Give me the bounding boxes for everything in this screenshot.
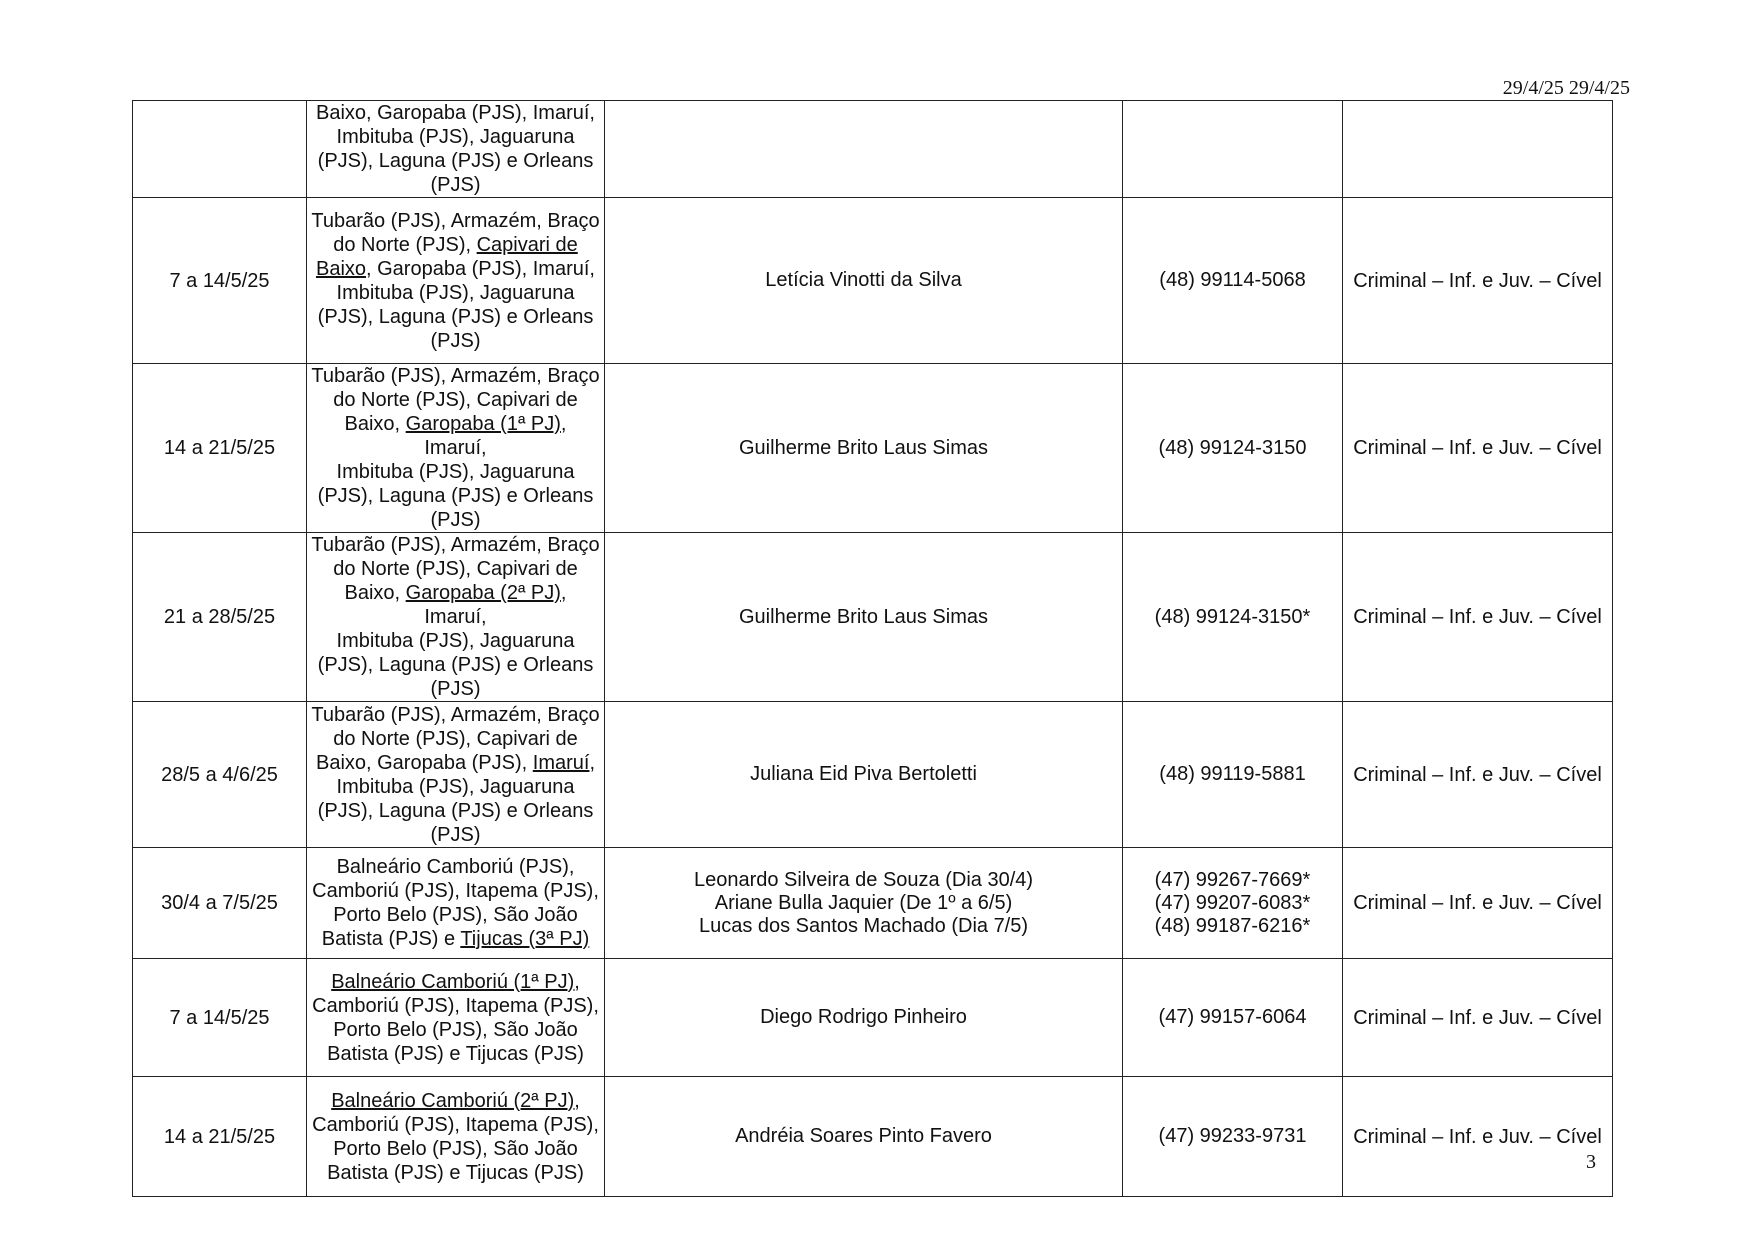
jurisdiction-line: Batista (PJS) e Tijucas (PJS)	[327, 1042, 584, 1065]
phone-cell	[1123, 848, 1343, 959]
period-cell: 14 a 21/5/25	[133, 364, 307, 533]
jurisdiction-line: Porto Belo (PJS), São João	[333, 904, 578, 926]
jurisdiction-line: Imbituba (PJS), Jaguaruna	[336, 630, 575, 652]
jurisdiction-line: (PJS), Laguna (PJS) e Orleans	[317, 654, 594, 676]
jurisdiction-cell	[307, 848, 605, 959]
jurisdiction-line: Baixo, Garopaba (PJS), Imaruí,	[315, 102, 595, 124]
jurisdiction-line: Tubarão (PJS), Armazém, Braço	[311, 703, 600, 726]
area-cell: Criminal – Inf. e Juv. – Cível	[1343, 1077, 1613, 1197]
jurisdiction-line: do Norte (PJS), Capivari de	[333, 727, 578, 750]
promotor-cell	[605, 959, 1123, 1077]
jurisdiction-line: (PJS), Laguna (PJS) e Orleans	[317, 305, 594, 328]
table-row	[133, 198, 1613, 364]
promotor-cell	[605, 101, 1123, 198]
jurisdiction-line: Balneário Camboriú (PJS),	[336, 856, 575, 878]
jurisdiction-cell	[307, 533, 605, 702]
page-number: 3	[1586, 1151, 1596, 1173]
period-cell: 21 a 28/5/25	[133, 533, 307, 702]
jurisdiction-line: Camboriú (PJS), Itapema (PJS),	[312, 880, 599, 902]
period-cell: 14 a 21/5/25	[133, 1077, 307, 1197]
header-date: 29/4/25 29/4/25	[1502, 77, 1630, 99]
promotor-name: Guilherme Brito Laus Simas	[739, 605, 988, 628]
jurisdiction-line: Porto Belo (PJS), São João	[333, 1018, 578, 1041]
promotor-name: Diego Rodrigo Pinheiro	[760, 1006, 967, 1028]
promotor-cell	[605, 848, 1123, 959]
jurisdiction-line: Imbituba (PJS), Jaguaruna	[336, 775, 575, 798]
promotor-cell	[605, 1077, 1123, 1197]
jurisdiction-line: Camboriú (PJS), Itapema (PJS),	[312, 994, 599, 1017]
phone-cell	[1123, 533, 1343, 702]
area-cell: Criminal – Inf. e Juv. – Cível	[1343, 364, 1613, 533]
jurisdiction-cell	[307, 1077, 605, 1197]
jurisdiction-cell	[307, 959, 605, 1077]
jurisdiction-line: Imbituba (PJS), Jaguaruna	[336, 126, 575, 148]
phone-number: (47) 99233-9731	[1158, 1125, 1307, 1147]
duty-schedule-table	[132, 100, 1613, 1197]
area-cell: Criminal – Inf. e Juv. – Cível	[1343, 198, 1613, 364]
phone-cell	[1123, 1077, 1343, 1197]
phone-number: (48) 99124-3150	[1158, 436, 1307, 459]
jurisdiction-line: Imbituba (PJS), Jaguaruna	[336, 461, 575, 483]
promotor-name: Lucas dos Santos Machado (Dia 7/5)	[698, 914, 1029, 937]
jurisdiction-line: Batista (PJS) e Tijucas (3ª PJ)	[321, 928, 590, 950]
table-row	[133, 702, 1613, 848]
jurisdiction-line: Imbituba (PJS), Jaguaruna	[336, 281, 575, 304]
area-cell: Criminal – Inf. e Juv. – Cível	[1343, 533, 1613, 702]
period-cell	[133, 101, 307, 198]
jurisdiction-cell	[307, 198, 605, 364]
jurisdiction-line: Tubarão (PJS), Armazém, Braço	[311, 365, 600, 387]
phone-number: (47) 99157-6064	[1158, 1006, 1307, 1028]
jurisdiction-line: Balneário Camboriú (2ª PJ),	[331, 1089, 580, 1112]
promotor-name: Andréia Soares Pinto Favero	[735, 1125, 992, 1147]
promotor-name: Ariane Bulla Jaquier (De 1º a 6/5)	[714, 891, 1013, 914]
area-cell: Criminal – Inf. e Juv. – Cível	[1343, 959, 1613, 1077]
jurisdiction-line: (PJS)	[430, 329, 481, 352]
promotor-cell	[605, 702, 1123, 848]
phone-number: (48) 99187-6216*	[1154, 914, 1311, 937]
jurisdiction-line: do Norte (PJS), Capivari de	[333, 558, 578, 580]
table-row	[133, 959, 1613, 1077]
promotor-name: Letícia Vinotti da Silva	[765, 269, 962, 291]
jurisdiction-line: Baixo, Garopaba (PJS), Imaruí,	[315, 751, 596, 774]
jurisdiction-line: Baixo, Garopaba (2ª PJ), Imaruí,	[344, 582, 567, 628]
promotor-cell	[605, 533, 1123, 702]
area-cell: Criminal – Inf. e Juv. – Cível	[1343, 848, 1613, 959]
jurisdiction-cell	[307, 364, 605, 533]
period-cell: 28/5 a 4/6/25	[133, 702, 307, 848]
area-cell: Criminal – Inf. e Juv. – Cível	[1343, 702, 1613, 848]
promotor-cell	[605, 198, 1123, 364]
phone-number: (48) 99114-5068	[1159, 269, 1306, 291]
jurisdiction-line: Porto Belo (PJS), São João	[333, 1137, 578, 1160]
promotor-name: Guilherme Brito Laus Simas	[739, 436, 988, 459]
promotor-name: Leonardo Silveira de Souza (Dia 30/4)	[693, 868, 1034, 891]
jurisdiction-line: Batista (PJS) e Tijucas (PJS)	[327, 1161, 584, 1184]
area-cell	[1343, 101, 1613, 198]
table-row	[133, 848, 1613, 959]
promotor-name: Juliana Eid Piva Bertoletti	[750, 763, 977, 785]
period-cell: 7 a 14/5/25	[133, 959, 307, 1077]
jurisdiction-line: (PJS)	[430, 678, 481, 700]
phone-cell	[1123, 959, 1343, 1077]
jurisdiction-line: (PJS)	[430, 174, 481, 196]
jurisdiction-line: Baixo, Garopaba (PJS), Imaruí,	[315, 257, 595, 280]
phone-cell	[1123, 364, 1343, 533]
jurisdiction-line: Tubarão (PJS), Armazém, Braço	[311, 534, 600, 556]
table-row	[133, 101, 1613, 198]
table-row	[133, 533, 1613, 702]
phone-cell	[1123, 101, 1343, 198]
period-cell: 7 a 14/5/25	[133, 198, 307, 364]
phone-cell	[1123, 702, 1343, 848]
jurisdiction-line: (PJS)	[430, 509, 481, 531]
table-row	[133, 1077, 1613, 1197]
jurisdiction-cell	[307, 101, 605, 198]
jurisdiction-line: do Norte (PJS), Capivari de	[333, 233, 578, 256]
phone-number: (47) 99267-7669*	[1154, 868, 1311, 891]
jurisdiction-line: Camboriú (PJS), Itapema (PJS),	[312, 1113, 599, 1136]
jurisdiction-line: (PJS), Laguna (PJS) e Orleans	[317, 150, 594, 172]
jurisdiction-line: (PJS), Laguna (PJS) e Orleans	[317, 485, 594, 507]
phone-number: (47) 99207-6083*	[1154, 891, 1311, 914]
promotor-cell	[605, 364, 1123, 533]
jurisdiction-line: (PJS), Laguna (PJS) e Orleans	[317, 799, 594, 822]
phone-number: (48) 99124-3150*	[1154, 605, 1311, 628]
jurisdiction-cell	[307, 702, 605, 848]
jurisdiction-line: Baixo, Garopaba (1ª PJ), Imaruí,	[344, 413, 567, 459]
jurisdiction-line: Balneário Camboriú (1ª PJ),	[331, 970, 580, 993]
jurisdiction-line: Tubarão (PJS), Armazém, Braço	[311, 209, 600, 232]
jurisdiction-line: do Norte (PJS), Capivari de	[333, 389, 578, 411]
period-cell: 30/4 a 7/5/25	[133, 848, 307, 959]
jurisdiction-line: (PJS)	[430, 823, 481, 846]
phone-number: (48) 99119-5881	[1159, 763, 1306, 785]
table-row	[133, 364, 1613, 533]
phone-cell	[1123, 198, 1343, 364]
